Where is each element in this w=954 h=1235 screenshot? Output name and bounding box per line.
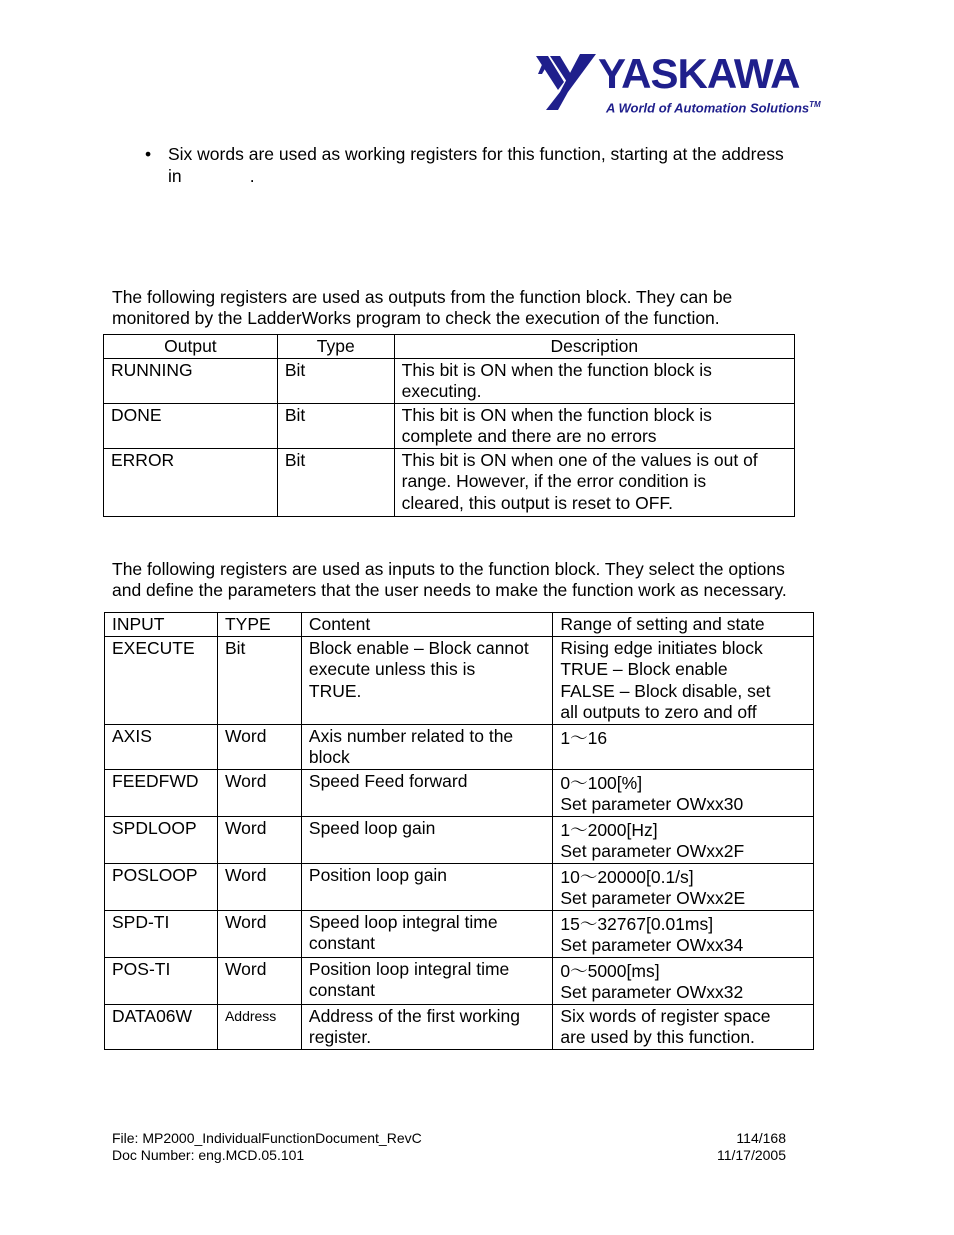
header-description: Description (394, 335, 794, 359)
outputs-intro (112, 287, 732, 329)
input-content: Speed loop gain (301, 816, 552, 863)
input-name: DATA06W (105, 1004, 218, 1049)
header-type: Type (277, 335, 394, 359)
inputs-intro-line-2: and define the parameters that the user needs to make the function work as necessary. (112, 580, 787, 600)
footer-file: File: MP2000_IndividualFunctionDocument_RevC (112, 1130, 422, 1146)
output-name: RUNNING (104, 358, 278, 403)
header-input: INPUT (105, 613, 218, 637)
input-content: Speed Feed forward (301, 769, 552, 816)
input-type: Word (217, 863, 301, 910)
outputs-table-header (104, 335, 795, 359)
table-row (104, 448, 795, 517)
table-row (105, 636, 814, 724)
bullet-line-1: Six words are used as working registers for this function, starting at the address (168, 144, 784, 164)
input-name: EXECUTE (105, 636, 218, 724)
header-output: Output (104, 335, 278, 359)
table-row (105, 1004, 814, 1049)
input-type: Bit (217, 636, 301, 724)
input-type: Word (217, 724, 301, 769)
input-type: Address (217, 1004, 301, 1049)
input-content: Block enable – Block cannot execute unless this is TRUE. (301, 636, 552, 724)
inputs-intro (112, 559, 787, 601)
brand-name: YASKAWA (598, 50, 800, 97)
header-content: Content (301, 613, 552, 637)
input-range: 10～20000[0.1/s] Set parameter OWxx2E (553, 863, 814, 910)
brand-tagline: A World of Automation Solutions™ (606, 100, 821, 116)
input-type: Word (217, 769, 301, 816)
inputs-table (104, 612, 814, 1050)
inputs-table-header (105, 613, 814, 637)
table-row (104, 403, 795, 448)
output-type: Bit (277, 448, 394, 517)
yaskawa-logo (534, 50, 824, 120)
input-range: 1～16 (553, 724, 814, 769)
bullet-dot: • (145, 144, 152, 164)
input-range: 15～32767[0.01ms] Set parameter OWxx34 (553, 910, 814, 957)
outputs-intro-line-1: The following registers are used as outputs from the function block. They can be (112, 287, 733, 307)
bullet-line-2: in . (168, 166, 255, 186)
input-range: 0～5000[ms] Set parameter OWxx32 (553, 957, 814, 1004)
outputs-table (103, 334, 795, 517)
input-content: Axis number related to the block (301, 724, 552, 769)
outputs-intro-line-2: monitored by the LadderWorks program to check the execution of the function. (112, 308, 720, 328)
table-row (105, 863, 814, 910)
input-range: 1～2000[Hz] Set parameter OWxx2F (553, 816, 814, 863)
input-name: POSLOOP (105, 863, 218, 910)
input-type: Word (217, 910, 301, 957)
table-row (105, 769, 814, 816)
output-name: DONE (104, 403, 278, 448)
yaskawa-y-mark-icon (534, 52, 598, 112)
output-type: Bit (277, 358, 394, 403)
input-content: Position loop gain (301, 863, 552, 910)
table-row (104, 358, 795, 403)
footer-date: 11/17/2005 (716, 1147, 786, 1163)
page-footer (112, 1130, 786, 1164)
input-range: Rising edge initiates block TRUE – Block enable FALSE – Block disable, set all outputs to zero and off (553, 636, 814, 724)
output-description: This bit is ON when one of the values is out of range. However, if the error condition is cleared, this output is reset to OFF. (394, 448, 794, 517)
table-row (105, 957, 814, 1004)
input-type: Word (217, 957, 301, 1004)
output-name: ERROR (104, 448, 278, 517)
input-content: Address of the first working register. (301, 1004, 552, 1049)
output-description: This bit is ON when the function block is executing. (394, 358, 794, 403)
input-name: FEEDFWD (105, 769, 218, 816)
input-name: SPD-TI (105, 910, 218, 957)
input-range: 0～100[%] Set parameter OWxx30 (553, 769, 814, 816)
trademark: TM (809, 100, 821, 109)
input-content: Speed loop integral time constant (301, 910, 552, 957)
header-range: Range of setting and state (553, 613, 814, 637)
footer-page-number: 114/168 (736, 1130, 786, 1146)
input-name: POS-TI (105, 957, 218, 1004)
output-type: Bit (277, 403, 394, 448)
input-content: Position loop integral time constant (301, 957, 552, 1004)
footer-doc-number: Doc Number: eng.MCD.05.101 (112, 1147, 305, 1163)
inputs-intro-line-1: The following registers are used as inputs to the function block. They select the options (112, 559, 785, 579)
header-type: TYPE (217, 613, 301, 637)
input-range: Six words of register space are used by this function. (553, 1004, 814, 1049)
output-description: This bit is ON when the function block is complete and there are no errors (394, 403, 794, 448)
input-type: Word (217, 816, 301, 863)
table-row (105, 910, 814, 957)
table-row (105, 816, 814, 863)
input-name: AXIS (105, 724, 218, 769)
input-name: SPDLOOP (105, 816, 218, 863)
table-row (105, 724, 814, 769)
